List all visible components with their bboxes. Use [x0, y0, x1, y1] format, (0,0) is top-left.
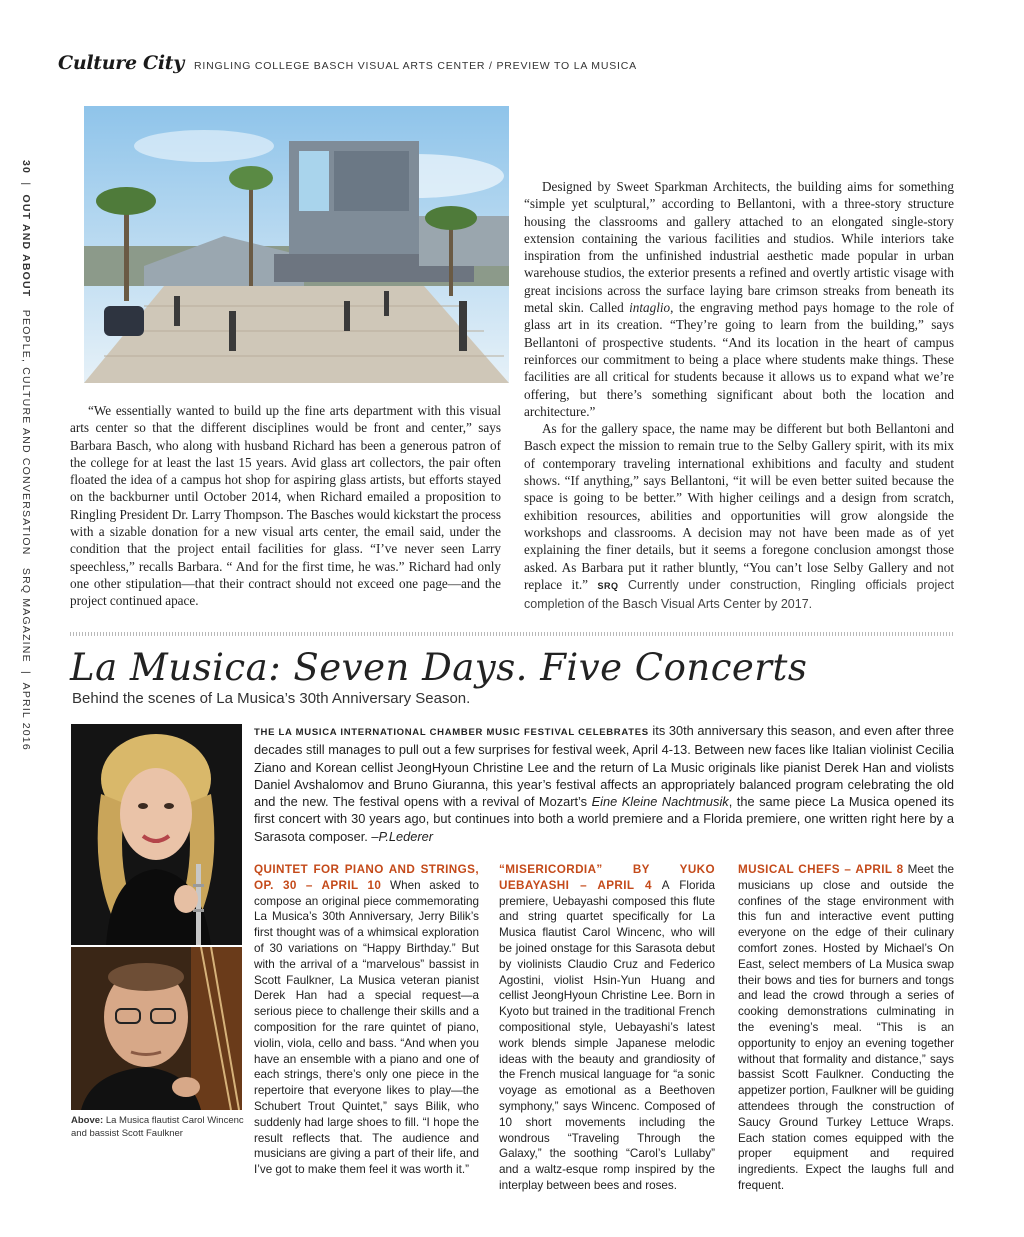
concert-misericordia: “MISERICORDIA” BY YUKO UEBAYASHI – APRIL 4 A Florida premiere, Uebayashi composed this flute and string quartet specifically for La Musica flautist Carol Wincenc, who will be joined onstage for this Sarasota debut by violinists Claudio Cruz and Federico Agostini, violist Hsin-Yun Huang and cellist JeongHyoun Christine Lee. Born in Kyoto but trained in the traditional French compositional style, Uebayashi’s latest work blends simple Japanese melodic ideas with the beauty and grandiosity of the French musical language for “a sonic voyage as emotional as a Beethoven symphony,” says Wincenc. Composed of 10 short movements including the wondrous “Traveling Through the Galaxy,” the soothing “Carol’s Lullaby” and a waltz-esque romp inspired by the interplay between bees and roses. — [499, 863, 715, 1192]
sidebar-tagline: PEOPLE, CULTURE AND CONVERSATION — [20, 309, 32, 556]
intro-lead-in: THE LA MUSICA INTERNATIONAL CHAMBER MUSIC FESTIVAL CELEBRATES — [254, 727, 649, 738]
concert-heading: QUINTET FOR PIANO AND STRINGS, OP. 30 – APRIL 10 — [254, 863, 479, 892]
header-subtitle: RINGLING COLLEGE BASCH VISUAL ARTS CENTER / PREVIEW TO LA MUSICA — [194, 60, 637, 72]
vertical-sidebar: 30 | OUT AND ABOUT PEOPLE, CULTURE AND CONVERSATION SRQ MAGAZINE | APRIL 2016 — [20, 160, 32, 751]
photo-caption: Above: La Musica flautist Carol Wincenc and bassist Scott Faulkner — [71, 1115, 244, 1139]
article-right-column — [524, 178, 954, 613]
page-number: 30 — [20, 160, 32, 175]
article-paragraph: Designed by Sweet Sparkman Architects, the building aims for something “simple yet sculptural,” according to Bellantoni, with a three-story structure housing the classrooms and gallery attached to an elongated single-story extension containing the various facilities and studios. While interiors take inspiration from the unfinished industrial aesthetic made popular in urban warehouse studios, the exterior presents a refined and overtly artistic visage with great incisions across the surface laying bare crimson streaks from beneath its metal skin. Called intaglio, the engraving method pays homage to the role of glass art in its creation. “They’re going to learn from the building,” says Bellantoni of prospective students. “And its location in the heart of campus reinforces our commitment to being a place where students make things. These facilities are all critical for students because it allows us to expand what we’re offering, but there’s something significant about both the location and architecture.” — [524, 179, 954, 419]
building-rendering-image — [84, 106, 509, 383]
article-paragraph: As for the gallery space, the name may be different but both Bellantoni and Basch expect the mission to remain true to the Selby Gallery spirit, with its mix of contemporary traveling international exhibitions and faculty and student shows. “If anything,” says Bellantoni, “it will be even better suited because the space is going to be better.” With higher ceilings and a design from scratch, exhibition resources, abilities and opportunities will grow alongside the workshops and classrooms. A decision may not have been made as of yet explaining the finer details, but it seems a foregone conclusion amongst those asked. As Barbara put it rather bluntly, “You can’t lose Selby Gallery and not replace it.” SRQ Currently under construction, Ringling officials project completion of the Basch Visual Arts Center by 2017. — [524, 421, 954, 612]
section-subtitle: Behind the scenes of La Musica’s 30th Anniversary Season. — [72, 690, 471, 707]
page-header — [58, 52, 637, 74]
concert-quintet: QUINTET FOR PIANO AND STRINGS, OP. 30 – APRIL 10 When asked to compose an original piece commemorating La Musica’s 30th Anniversary, Jerry Bilik’s first thought was of a whimsical exploration of 30 variations on “Happy Birthday.” But with the arrival of a “marvelous” bassist in Scott Faulkner, La Musica veteran pianist Derek Han had a special request—a serious piece to challenge their skills and a composition for the rare quintet of piano, violin, viola, cello and bass. “And when you have an ensemble with a piano and one of each strings, there’s only one piece in the repertoire that everyone likes to play—the Schubert Trout Quintet,” says Bilik, who suddenly had large shoes to fill. “I hope the result reflects that. The audience and musicians are giving a part of their life, and I’ve got to make them feel it was worth it.” — [254, 863, 479, 1177]
concert-heading: MUSICAL CHEFS – APRIL 8 — [738, 863, 904, 876]
closing-note: Currently under construction, Ringling officials project completion of the Basch Visual Arts Center by 2017. — [524, 577, 954, 612]
sidebar-magazine: SRQ MAGAZINE — [20, 567, 32, 663]
sidebar-section: OUT AND ABOUT — [20, 194, 32, 298]
flautist-photo — [71, 724, 242, 945]
bassist-photo — [71, 947, 242, 1110]
section-brand: Culture City — [58, 52, 185, 74]
article-paragraph: “We essentially wanted to build up the fine arts department with this visual arts center so that the different disciplines would be front and center,” says Barbara Basch, who along with husband Richard has been a generous patron of the college for at least the last 15 years. Avid glass art collectors, the pair often floated the idea of a campus hot shop for aspiring glass artists, but efforts stayed on the backburner until October 2014, when Richard emailed a proposition to Ringling President Dr. Larry Thompson. The Basches would kickstart the process with a sizable donation for a new visual arts center, the email said, under the condition that the project entail facilities for glass. “I’ve never seen Larry speechless,” recalls Barbara. “ And for the first time, he was.” Richard had only one other stipulation—that their contract should not exceed one page—and the project continued apace. — [70, 403, 501, 609]
article-left-column — [70, 402, 501, 610]
concert-heading: “MISERICORDIA” BY YUKO UEBAYASHI – APRIL 4 — [499, 863, 715, 892]
concert-musical-chefs: MUSICAL CHEFS – APRIL 8 Meet the musicians up close and outside the confines of the stage environment with this fun and interactive event putting everyone on the edge of their culinary comfort zones. Hosted by Michael’s On East, select members of La Musica swap their bows and ties for burners and tongs and lead the crowd through a series of cooking demonstrations culminating in the evening’s meal. “This is an opportunity to enjoy an evening together without that formality and distance,” says bassist Scott Faulkner. Conducting the appetizer portion, Faulkner will be guiding attendees through the construction of Saucy Ground Turkey Lettuce Wraps. Each station comes equipped with the proper equipment and required ingredients. Expect the laughs full and frequent. — [738, 863, 954, 1192]
section-title: La Musica: Seven Days. Five Concerts — [70, 646, 808, 689]
la-musica-intro: THE LA MUSICA INTERNATIONAL CHAMBER MUSIC FESTIVAL CELEBRATES its 30th anniversary this season, and even after three decades still manages to pull out a few surprises for festival week, April 4-13. Between new faces like Italian violinist Cecilia Ziano and Korean cellist JeongHyoun Christine Lee and the return of La Music originals like pianist Derek Han and violists Daniel Avshalomov and Bruno Giuranna, this year’s festival affects an appropriately balanced program celebrating the old and the new. The festival opens with a revival of Mozart’s Eine Kleine Nachtmusik, the same piece La Musica opened its first concert with 30 years ago, but continues into both a world premiere and a Florida premiere, one written right here by a Sarasota composer. –P.Lederer — [254, 723, 954, 844]
srq-end-mark: SRQ — [597, 580, 619, 591]
intro-author: –P.Lederer — [371, 828, 434, 844]
sidebar-issue: APRIL 2016 — [20, 682, 32, 751]
section-divider — [70, 632, 954, 636]
